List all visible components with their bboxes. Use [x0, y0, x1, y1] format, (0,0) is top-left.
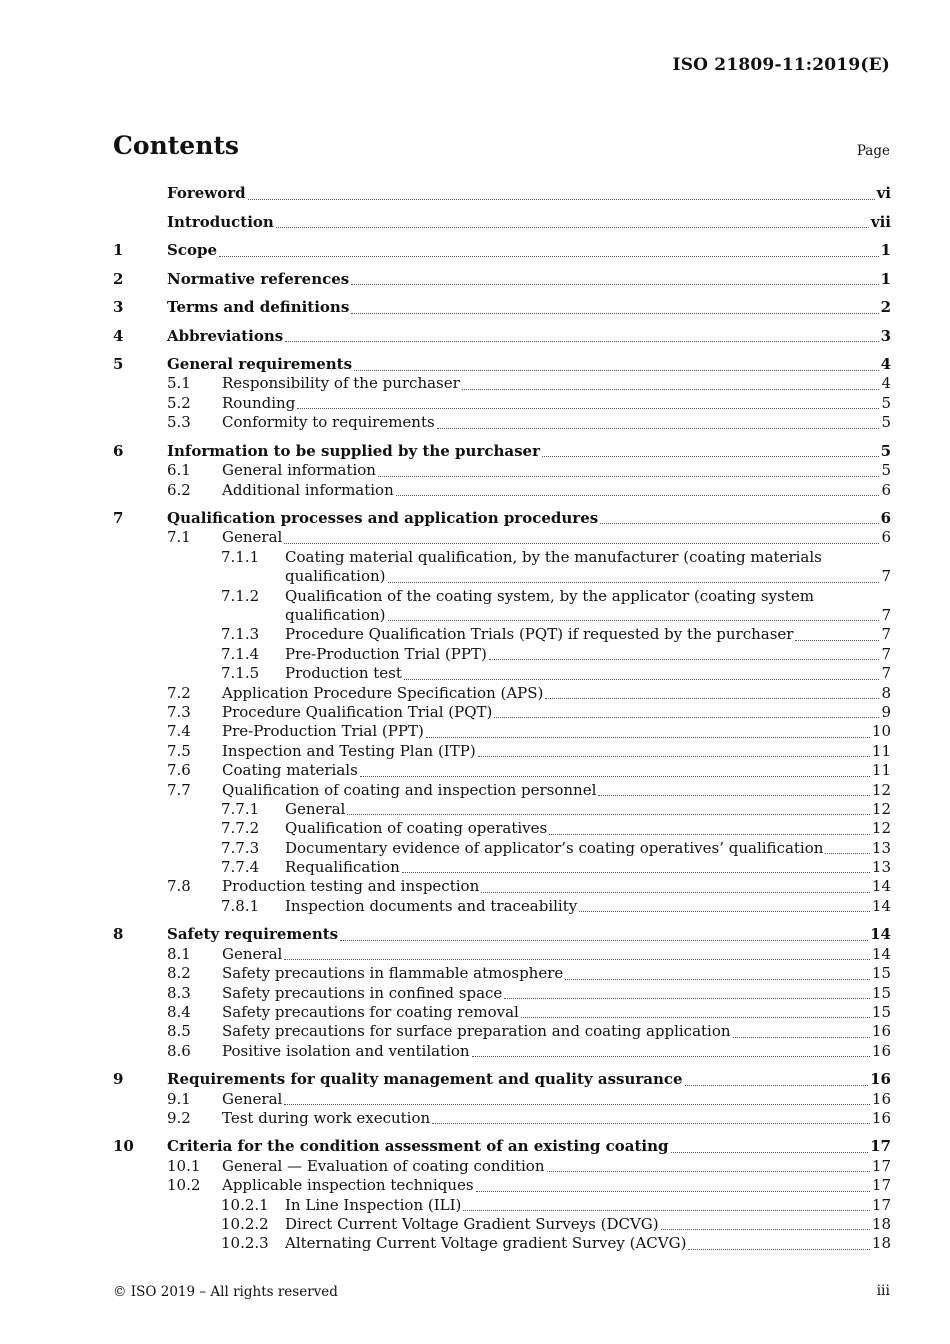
- toc-entry-title: Inspection documents and traceability: [285, 896, 578, 915]
- dot-leader: [825, 849, 869, 854]
- toc-entry-page: 12: [871, 780, 891, 799]
- toc-entry-title: Production testing and inspection: [222, 877, 480, 896]
- toc-entry[interactable]: [113, 1215, 891, 1234]
- toc-entry-number: 10.1: [167, 1156, 201, 1175]
- toc-entry-title: Applicable inspection techniques: [222, 1176, 474, 1195]
- dot-leader: [378, 472, 879, 477]
- dot-leader: [340, 936, 868, 941]
- toc-entry-title: Qualification of the coating system, by the applicator (coating system: [285, 586, 814, 605]
- toc-entry[interactable]: [113, 877, 891, 896]
- toc-entry-continuation[interactable]: [113, 567, 891, 586]
- toc-entry-continuation[interactable]: [113, 606, 891, 625]
- toc-entry-title: Criteria for the condition assessment of an existing coating: [167, 1137, 669, 1156]
- dot-leader: [542, 452, 879, 457]
- toc-entry[interactable]: [113, 327, 891, 347]
- toc-entry[interactable]: [113, 945, 891, 964]
- toc-entry-title: Pre-Production Trial (PPT): [222, 722, 424, 741]
- toc-entry-number: 7.6: [167, 761, 191, 780]
- toc-entry-page: 14: [871, 896, 891, 915]
- toc-entry[interactable]: [113, 925, 891, 945]
- toc-entry-title: Qualification of coating operatives: [285, 819, 548, 838]
- dot-leader: [579, 907, 870, 912]
- page-number: iii: [876, 1283, 890, 1299]
- page-column-label: Page: [856, 143, 890, 159]
- toc-entry-page: 15: [871, 964, 891, 983]
- toc-entry-title: Production test: [285, 664, 402, 683]
- toc-entry-page: 17: [870, 1137, 891, 1156]
- toc-entry[interactable]: [113, 1022, 891, 1041]
- dot-leader: [688, 1245, 869, 1250]
- dot-leader: [565, 975, 870, 980]
- toc-entry-page: vi: [876, 184, 891, 203]
- toc-entry-page: 16: [871, 1089, 891, 1108]
- toc-entry-page: 3: [880, 326, 891, 345]
- toc-entry-title: In Line Inspection (ILI): [285, 1195, 462, 1214]
- toc-entry-title: General: [285, 799, 346, 818]
- toc-entry-number: 6.1: [167, 461, 191, 480]
- toc-entry[interactable]: [113, 761, 891, 780]
- toc-entry-page: 16: [871, 1041, 891, 1060]
- toc-entry-page: 7: [881, 625, 891, 644]
- toc-entry-number: 7.7.3: [221, 838, 260, 857]
- dot-leader: [733, 1033, 870, 1038]
- toc-entry-number: 10.2.2: [221, 1215, 269, 1234]
- dot-leader: [462, 385, 880, 390]
- dot-leader: [351, 309, 878, 314]
- toc-entry-page: 12: [871, 799, 891, 818]
- toc-entry-page: 11: [871, 761, 891, 780]
- toc-entry-title: Foreword: [167, 184, 246, 203]
- toc-entry-title: General: [222, 1089, 283, 1108]
- toc-entry-title-continued: qualification): [285, 606, 386, 624]
- dot-leader: [463, 1206, 870, 1211]
- toc-entry-number: 1: [113, 241, 124, 260]
- toc-entry-title: Conformity to requirements: [222, 413, 435, 432]
- toc-entry-number: 9.1: [167, 1089, 191, 1108]
- toc-entry-page: 13: [871, 838, 891, 857]
- toc-entry[interactable]: [113, 241, 891, 261]
- toc-entry-title: Safety requirements: [167, 925, 339, 944]
- toc-entry-number: 7.1.2: [221, 586, 260, 605]
- toc-entry-number: 5: [113, 355, 124, 374]
- toc-entry-page: 5: [880, 441, 891, 460]
- dot-leader: [661, 1225, 870, 1230]
- toc-entry-page: 5: [881, 413, 891, 432]
- dot-leader: [481, 888, 870, 893]
- toc-entry[interactable]: [113, 270, 891, 290]
- dot-leader: [489, 655, 880, 660]
- toc-entry-title: Introduction: [167, 212, 274, 231]
- toc-entry-title: Qualification of coating and inspection personnel: [222, 780, 597, 799]
- copyright-notice: © ISO 2019 – All rights reserved: [113, 1284, 338, 1300]
- dot-leader: [545, 694, 879, 699]
- dot-leader: [504, 994, 870, 999]
- toc-entry-number: 7.5: [167, 741, 191, 760]
- toc-entry-title: Procedure Qualification Trials (PQT) if requested by the purchaser: [285, 625, 794, 644]
- toc-entry[interactable]: [113, 800, 891, 819]
- toc-entry-title: General: [222, 528, 283, 547]
- toc-entry-title: General requirements: [167, 355, 353, 374]
- toc-entry-number: 5.3: [167, 413, 191, 432]
- dot-leader: [284, 539, 879, 544]
- dot-leader: [284, 955, 870, 960]
- toc-entry-number: 8.1: [167, 944, 191, 963]
- dot-leader: [351, 280, 878, 285]
- dot-leader: [432, 1119, 870, 1124]
- toc-entry[interactable]: [113, 442, 891, 462]
- toc-entry-number: 8.3: [167, 983, 191, 1002]
- toc-entry[interactable]: [113, 394, 891, 413]
- toc-entry-title: Positive isolation and ventilation: [222, 1041, 470, 1060]
- dot-leader: [472, 1052, 870, 1057]
- dot-leader: [347, 810, 870, 815]
- dot-leader: [276, 223, 869, 228]
- toc-entry[interactable]: [113, 1196, 891, 1215]
- dot-leader: [598, 791, 870, 796]
- toc-entry-page: 12: [871, 819, 891, 838]
- toc-entry-number: 10: [113, 1137, 134, 1156]
- toc-entry-number: 6: [113, 441, 124, 460]
- toc-entry[interactable]: [113, 839, 891, 858]
- toc-entry-title: General information: [222, 461, 376, 480]
- dot-leader: [426, 733, 870, 738]
- toc-entry-number: 7.8: [167, 877, 191, 896]
- toc-entry-title: Procedure Qualification Trial (PQT): [222, 702, 493, 721]
- toc-entry[interactable]: [113, 1157, 891, 1176]
- toc-entry-number: 7.8.1: [221, 896, 260, 915]
- dot-leader: [396, 491, 880, 496]
- toc-entry-title: Responsibility of the purchaser: [222, 374, 460, 393]
- toc-entry-number: 5.1: [167, 374, 191, 393]
- toc-entry[interactable]: [113, 528, 891, 547]
- dot-leader: [388, 616, 880, 621]
- dot-leader: [248, 195, 875, 200]
- dot-leader: [360, 772, 870, 777]
- dot-leader: [685, 1081, 869, 1086]
- toc-entry-number: 7.1.1: [221, 547, 260, 566]
- toc-entry-number: 8.5: [167, 1022, 191, 1041]
- toc-entry-page: 6: [880, 509, 891, 528]
- toc-entry-page: 7: [881, 606, 891, 624]
- toc-entry[interactable]: [113, 858, 891, 877]
- toc-entry-number: 10.2.1: [221, 1195, 269, 1214]
- toc-entry-number: 8.4: [167, 1002, 191, 1021]
- toc-entry[interactable]: [113, 461, 891, 480]
- toc-entry-title: Rounding: [222, 393, 296, 412]
- document-id: ISO 21809-11:2019(E): [672, 55, 890, 75]
- toc-entry[interactable]: [113, 684, 891, 703]
- toc-entry[interactable]: [113, 1137, 891, 1157]
- toc-entry[interactable]: [113, 481, 891, 500]
- dot-leader: [600, 519, 878, 524]
- toc-entry[interactable]: [113, 964, 891, 983]
- toc-entry-number: 7.1.3: [221, 625, 260, 644]
- toc-entry-title: Pre-Production Trial (PPT): [285, 644, 487, 663]
- toc-entry-number: 7.4: [167, 722, 191, 741]
- dot-leader: [478, 752, 870, 757]
- toc-entry-page: 13: [871, 858, 891, 877]
- page-title: Contents: [113, 131, 240, 160]
- dot-leader: [388, 578, 880, 583]
- toc-entry-number: 9.2: [167, 1108, 191, 1127]
- toc-entry-page: 4: [881, 374, 891, 393]
- toc-entry-title: Terms and definitions: [167, 298, 350, 317]
- toc-entry-title: Abbreviations: [167, 326, 284, 345]
- toc-entry[interactable]: [113, 722, 891, 741]
- toc-entry[interactable]: [113, 413, 891, 432]
- toc-entry-title: Test during work execution: [222, 1108, 431, 1127]
- toc-entry[interactable]: [113, 375, 891, 394]
- toc-entry[interactable]: [113, 1003, 891, 1022]
- toc-entry-title: Qualification processes and application procedures: [167, 509, 599, 528]
- dot-leader: [219, 252, 879, 257]
- toc-entry-page: 16: [870, 1070, 891, 1089]
- dot-leader: [547, 1167, 870, 1172]
- toc-entry-page: 9: [881, 702, 891, 721]
- toc-entry-number: 9: [113, 1070, 124, 1089]
- toc-entry-title: Requalification: [285, 858, 400, 877]
- toc-entry-number: 2: [113, 269, 124, 288]
- toc-entry-page: 11: [871, 741, 891, 760]
- dot-leader: [671, 1148, 869, 1153]
- toc-entry[interactable]: [113, 897, 891, 916]
- toc-entry-number: 8.2: [167, 964, 191, 983]
- toc-entry-page: 2: [880, 298, 891, 317]
- toc-entry[interactable]: [113, 213, 891, 233]
- toc-entry[interactable]: [113, 781, 891, 800]
- toc-entry-page: 1: [880, 269, 891, 288]
- toc-entry-page: 1: [880, 241, 891, 260]
- toc-entry-number: 8: [113, 925, 124, 944]
- toc-entry[interactable]: [113, 184, 891, 204]
- toc-entry[interactable]: [113, 645, 891, 664]
- toc-entry-page: 16: [871, 1022, 891, 1041]
- toc-entry-number: 7.1.5: [221, 664, 260, 683]
- toc-entry-title: Direct Current Voltage Gradient Surveys (DCVG): [285, 1215, 659, 1234]
- toc-entry-title: Requirements for quality management and quality assurance: [167, 1070, 683, 1089]
- dot-leader: [402, 868, 870, 873]
- toc-entry-page: 15: [871, 1002, 891, 1021]
- toc-entry-title-continued: qualification): [285, 567, 386, 586]
- toc-entry-page: 18: [871, 1234, 891, 1253]
- toc-entry-page: 8: [881, 683, 891, 702]
- toc-entry-number: 7.7.1: [221, 799, 260, 818]
- toc-entry[interactable]: [113, 742, 891, 761]
- toc-entry-number: 7.3: [167, 702, 191, 721]
- dot-leader: [476, 1187, 870, 1192]
- dot-leader: [284, 1100, 870, 1105]
- toc-entry-title: Application Procedure Specification (APS): [222, 683, 544, 702]
- toc-entry[interactable]: [113, 1070, 891, 1090]
- toc-entry-title: Scope: [167, 241, 218, 260]
- toc-entry[interactable]: [113, 355, 891, 375]
- toc-entry[interactable]: [113, 984, 891, 1003]
- toc-entry-page: 7: [881, 567, 891, 586]
- toc-entry-title: Coating materials: [222, 761, 358, 780]
- toc-entry-number: 7.2: [167, 683, 191, 702]
- toc-entry[interactable]: [113, 1234, 891, 1253]
- table-of-contents: [113, 184, 891, 1254]
- toc-entry-page: 14: [871, 877, 891, 896]
- toc-entry-title: Inspection and Testing Plan (ITP): [222, 741, 476, 760]
- toc-entry-page: 17: [871, 1156, 891, 1175]
- toc-entry-number: 10.2.3: [221, 1234, 269, 1253]
- toc-entry[interactable]: [113, 587, 891, 606]
- dot-leader: [285, 337, 878, 342]
- toc-entry-title: Safety precautions in flammable atmosphere: [222, 964, 564, 983]
- toc-entry-page: 10: [871, 722, 891, 741]
- dot-leader: [521, 1013, 870, 1018]
- toc-entry-number: 6.2: [167, 480, 191, 499]
- toc-entry-page: 17: [871, 1195, 891, 1214]
- toc-entry-number: 7: [113, 509, 124, 528]
- toc-entry[interactable]: [113, 703, 891, 722]
- toc-entry-title: Safety precautions in confined space: [222, 983, 503, 1002]
- toc-entry[interactable]: [113, 298, 891, 318]
- toc-entry[interactable]: [113, 509, 891, 529]
- toc-entry-number: 7.7.4: [221, 858, 260, 877]
- toc-entry-number: 10.2: [167, 1176, 201, 1195]
- toc-entry-page: 5: [881, 393, 891, 412]
- toc-entry-title: Documentary evidence of applicator’s coating operatives’ qualification: [285, 838, 824, 857]
- toc-entry-page: 16: [871, 1108, 891, 1127]
- toc-entry-page: vii: [870, 212, 891, 231]
- toc-entry-title: Safety precautions for surface preparation and coating application: [222, 1022, 731, 1041]
- toc-entry-page: 18: [871, 1215, 891, 1234]
- toc-entry-page: 5: [881, 461, 891, 480]
- toc-entry-page: 7: [881, 644, 891, 663]
- toc-entry-title: Alternating Current Voltage gradient Survey (ACVG): [285, 1234, 687, 1253]
- toc-entry-number: 5.2: [167, 393, 191, 412]
- dot-leader: [549, 830, 870, 835]
- toc-entry-page: 6: [881, 528, 891, 547]
- toc-entry-title: General: [222, 944, 283, 963]
- toc-entry-title: General — Evaluation of coating condition: [222, 1156, 545, 1175]
- dot-leader: [437, 424, 880, 429]
- toc-entry-page: 14: [871, 944, 891, 963]
- toc-entry-title: Coating material qualification, by the manufacturer (coating materials: [285, 547, 822, 566]
- toc-entry-number: 7.7.2: [221, 819, 260, 838]
- toc-entry-page: 17: [871, 1176, 891, 1195]
- dot-leader: [795, 636, 879, 641]
- dot-leader: [404, 675, 880, 680]
- toc-entry-number: 8.6: [167, 1041, 191, 1060]
- toc-entry-title: Safety precautions for coating removal: [222, 1002, 519, 1021]
- toc-entry-title: Normative references: [167, 269, 350, 288]
- toc-entry-page: 4: [880, 355, 891, 374]
- toc-entry[interactable]: [113, 625, 891, 644]
- toc-entry-title: Additional information: [222, 480, 394, 499]
- toc-entry-number: 7.1.4: [221, 644, 260, 663]
- toc-entry[interactable]: [113, 548, 891, 567]
- toc-entry-number: 4: [113, 326, 124, 345]
- toc-entry-number: 7.1: [167, 528, 191, 547]
- toc-entry-page: 7: [881, 664, 891, 683]
- toc-entry[interactable]: [113, 1090, 891, 1109]
- toc-entry[interactable]: [113, 1042, 891, 1061]
- dot-leader: [354, 366, 879, 371]
- toc-entry-page: 15: [871, 983, 891, 1002]
- dot-leader: [297, 404, 879, 409]
- toc-entry-title: Information to be supplied by the purchaser: [167, 441, 540, 460]
- toc-entry-number: 3: [113, 298, 124, 317]
- toc-entry-page: 14: [870, 925, 891, 944]
- toc-entry[interactable]: [113, 1176, 891, 1195]
- toc-entry[interactable]: [113, 664, 891, 683]
- toc-entry[interactable]: [113, 819, 891, 838]
- toc-entry-number: 7.7: [167, 780, 191, 799]
- toc-entry-page: 6: [881, 480, 891, 499]
- dot-leader: [494, 713, 879, 718]
- toc-entry[interactable]: [113, 1109, 891, 1128]
